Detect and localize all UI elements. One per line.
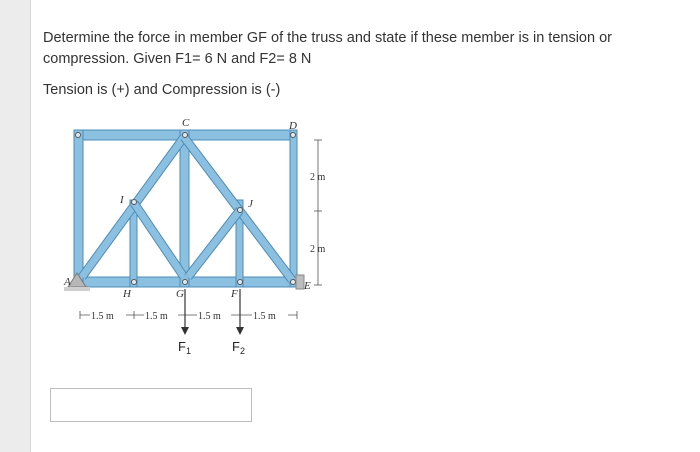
sign-convention-text: Tension is (+) and Compression is (-) <box>43 82 281 98</box>
dim-vertical-upper: 2 m <box>310 172 326 183</box>
joint-label-H: H <box>123 288 131 300</box>
question-text-line2: compression. Given F1= 6 N and F2= 8 N <box>43 51 312 67</box>
dim-horizontal-1: 1.5 m <box>91 311 114 322</box>
dim-horizontal-2: 1.5 m <box>145 311 168 322</box>
member-DE <box>290 130 297 287</box>
truss-figure <box>60 115 340 360</box>
force-label-F1: $F_1$ <box>178 339 191 356</box>
dim-vertical-lower: 2 m <box>310 244 326 255</box>
arrow-down-icon <box>181 327 189 335</box>
answer-input[interactable] <box>50 388 252 422</box>
joint-label-C: C <box>182 117 190 129</box>
member-left-vertical <box>74 130 83 287</box>
roller-support-E <box>296 275 304 289</box>
joint-label-D: D <box>289 120 297 132</box>
joint-label-F: F <box>231 288 238 300</box>
force-label-F2: $F_2$ <box>232 339 245 356</box>
joint-label-E: E <box>304 280 311 292</box>
question-text-line1: Determine the force in member GF of the truss and state if these member is in tension or <box>43 30 612 46</box>
dim-horizontal-3: 1.5 m <box>198 311 221 322</box>
joint-label-A: A <box>64 276 71 288</box>
joint-label-G: G <box>176 288 184 300</box>
truss-members <box>74 130 297 287</box>
joint-label-I: I <box>120 194 124 206</box>
arrow-down-icon <box>236 327 244 335</box>
dim-horizontal-4: 1.5 m <box>253 311 276 322</box>
joint-label-J: J <box>248 198 253 210</box>
member-CG <box>180 130 189 287</box>
vertical-dimension-lines <box>314 140 322 285</box>
